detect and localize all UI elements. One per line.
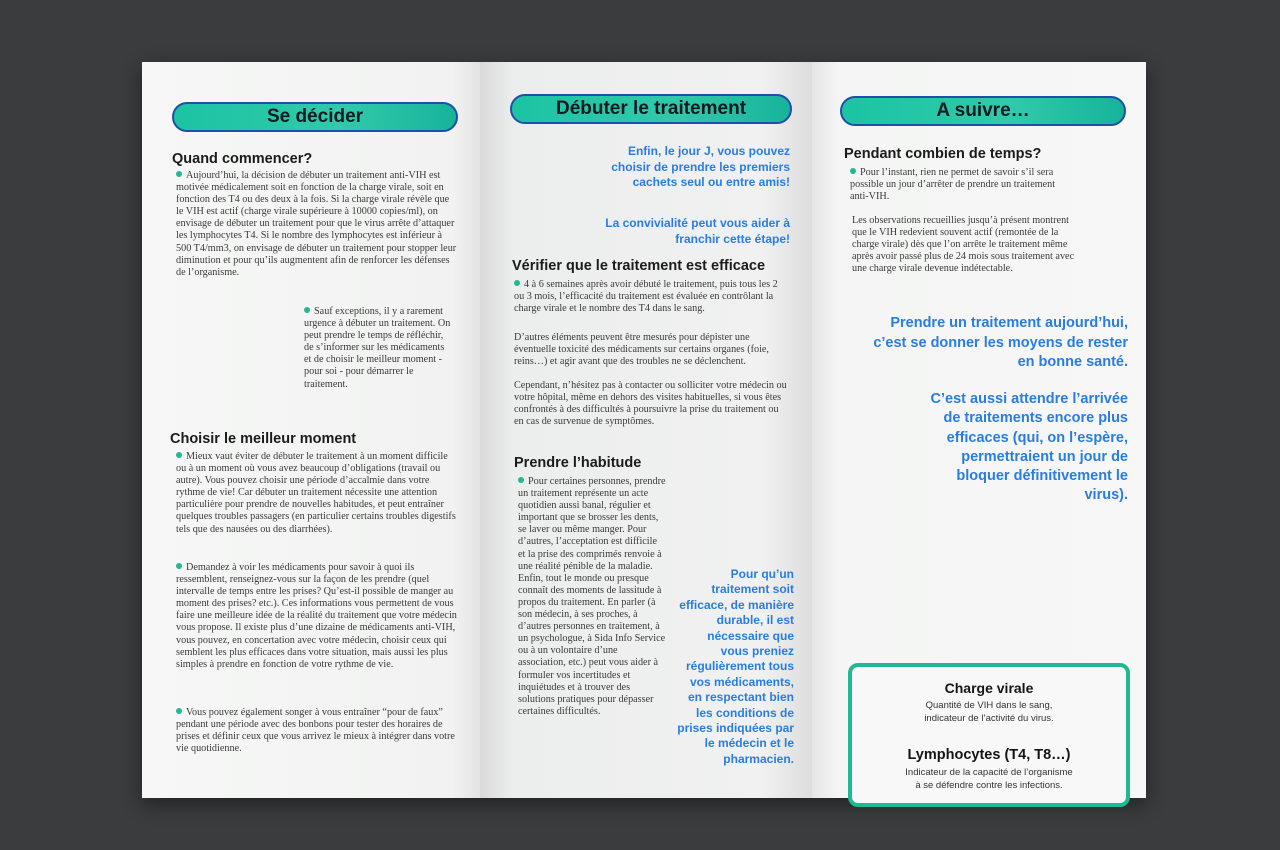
glossary-definition: Quantité de VIH dans le sang,	[925, 700, 1053, 711]
intro-jour-j: Enfin, le jour J, vous pouvez choisir de prendre les premiers cachets seul ou entre amis!	[611, 144, 790, 189]
paragraph-text: 4 à 6 semaines après avoir débuté le traitement, puis tous les 2 ou 3 mois, l’efficacité du traitement est évaluée en contrôlant la charge virale et le nombre des T4 dans le sang.	[514, 279, 778, 315]
glossary-term: Charge virale	[944, 680, 1034, 696]
bullet-icon	[514, 280, 520, 286]
paragraph: D’autres éléments peuvent être mesurés pour dépister une éventuelle toxicité des médicaments sur certains organes (foie, reins…) et agir avant que des troubles ne se déclenchent.	[514, 332, 769, 368]
bullet-icon	[850, 168, 856, 174]
bullet-icon	[304, 307, 310, 313]
quote-attendre: C’est aussi attendre l’arrivée de traitements encore plus efficaces (qui, on l’espère, permettraient un jour de bloquer définitivement le virus).	[930, 391, 1128, 504]
intro-convivialite: La convivialité peut vous aider à franchir cette étape!	[605, 216, 790, 246]
bullet-icon	[176, 708, 182, 714]
banner-title: A suivre…	[936, 100, 1030, 121]
paragraph	[176, 451, 458, 536]
bullet-icon	[518, 477, 524, 483]
glossary-entry-charge-virale	[852, 680, 1126, 725]
bullet-icon	[176, 563, 182, 569]
glossary-entry-lymphocytes	[852, 747, 1126, 792]
paragraph-text: Mieux vaut éviter de débuter le traitement à un moment difficile ou à un moment où vous avez beaucoup d’obligations (travail ou autre). Vous pouvez choisir une période d’accalmie dans votre rythme de vie! Car débuter un traitement nécessite une attention particulière pour prendre de nouvelles habitudes, et peut entraîner quelques troubles passagers (en particulier certains troubles digestifs tels que des nausées ou des diarrhées).	[176, 451, 456, 535]
banner-a-suivre	[840, 96, 1126, 126]
paragraph	[176, 707, 458, 755]
heading-choisir-moment: Choisir le meilleur moment	[170, 431, 357, 447]
paragraph: Les observations recueillies jusqu’à présent montrent que le VIH redevient souvent actif (remontée de la charge virale) dès que l’on arrête le traitement même après avoir passé plus de 24 mois sous traitement avec une charge virale devenue indétectable.	[852, 215, 1075, 275]
paragraph	[514, 279, 790, 315]
paragraph-text: Aujourd’hui, la décision de débuter un traitement anti-VIH est motivée médicalement soit en fonction de la charge virale, soit en fonction des T4 ou des deux à la fois. Si la charge virale révèle que le VIH est actif (charge virale supérieure à 10000 copies/ml), on envisage de débuter un traitement pour que le virus arrête d’attaquer les lymphocytes T4. Si le nombre des lymphocytes est inférieur à 500 T4/mm3, on envisage de débuter un traitement pour stopper leur diminution et pour qu’ils augmentent afin de renforcer les défenses de l’organisme.	[176, 170, 457, 278]
glossary-box	[848, 663, 1130, 807]
heading-prendre-habitude: Prendre l’habitude	[514, 455, 642, 471]
paragraph	[304, 306, 454, 391]
paragraph	[176, 562, 458, 671]
banner-se-decider	[172, 102, 458, 132]
brochure	[142, 62, 1146, 798]
bullet-icon	[176, 171, 182, 177]
paragraph: Cependant, n’hésitez pas à contacter ou solliciter votre médecin ou votre hôpital, même en dehors des visites habituelles, si vous êtes confrontés à des difficultés à poursuivre la prise du traitement ou en cas de survenue de symptômes.	[514, 380, 787, 428]
glossary-definition: à se défendre contre les infections.	[915, 780, 1063, 791]
glossary-definition: indicateur de l’activité du virus.	[924, 713, 1054, 724]
banner-title: Débuter le traitement	[555, 98, 747, 119]
paragraph-text: Demandez à voir les médicaments pour savoir à quoi ils ressemblent, renseignez-vous sur la façon de les prendre (quel intervalle de temps entre les prises? Qu’est-il possible de manger au moment des prises? etc.). Ces informations vous permettent de vous faire une meilleure idée de la réalité du traitement que votre médecin vous propose. Il existe plus d’une dizaine de médicaments anti-VIH, vous pouvez, en concertation avec votre médecin, choisir ceux qui semblent les plus efficaces dans votre situation, mais aussi les plus simples à prendre en fonction de votre rythme de vie.	[176, 562, 457, 670]
paragraph	[850, 167, 1072, 203]
heading-verifier-efficace: Vérifier que le traitement est efficace	[512, 258, 766, 274]
glossary-term: Lymphocytes (T4, T8…)	[907, 747, 1071, 763]
heading-combien-temps: Pendant combien de temps?	[844, 146, 1042, 162]
panel-debuter-traitement	[480, 62, 812, 798]
paragraph-text: Sauf exceptions, il y a rarement urgence à débuter un traitement. On peut prendre le temps de réfléchir, de s’informer sur les médicaments et de choisir le meilleur moment - pour soi - pour démarrer le traitement.	[304, 306, 451, 390]
banner-debuter-traitement	[510, 94, 792, 124]
paragraph	[176, 170, 458, 279]
glossary-definition: Indicateur de la capacité de l’organisme	[905, 767, 1073, 778]
paragraph-text: Pour certaines personnes, prendre un traitement représente un acte quotidien aussi banal, régulier et important que se brosser les dents, se laver ou même manger. Pour d’autres, l’acceptation est difficile et la prise des comprimés renvoie à une réalité pénible de la maladie. Enfin, tout le monde ou presque connaît des moments de lassitude à propos du traitement. En parler (à son médecin, à ses proches, à d’autres personnes en traitement, à un psychologue, à Sida Info Service ou à un volontaire d’une association, etc.) peut vous aider à formuler vos incertitudes et inquiétudes et à trouver des solutions pratiques pour dépasser certaines difficultés.	[518, 476, 666, 717]
panel-se-decider	[142, 62, 480, 798]
paragraph-text: Pour l’instant, rien ne permet de savoir s’il sera possible un jour d’arrêter de prendre un traitement anti-VIH.	[850, 167, 1056, 203]
quote-bonne-sante: Prendre un traitement aujourd’hui, c’est se donner les moyens de rester en bonne santé.	[873, 315, 1128, 370]
paragraph	[518, 476, 666, 718]
paragraph-text: Vous pouvez également songer à vous entraîner “pour de faux” pendant une période avec des bonbons pour tester des horaires de prises et définir ceux que vous arrivez le mieux à intégrer dans votre vie quotidienne.	[176, 707, 455, 755]
bullet-icon	[176, 452, 182, 458]
callout-regularite: Pour qu’un traitement soit efficace, de manière durable, il est nécessaire que vous preniez régulièrement tous vos médicaments, en respectant bien les conditions de prises indiquées par le médecin et le pharmacien.	[677, 567, 794, 766]
heading-quand-commencer: Quand commencer?	[172, 151, 313, 167]
banner-title: Se décider	[266, 106, 364, 127]
